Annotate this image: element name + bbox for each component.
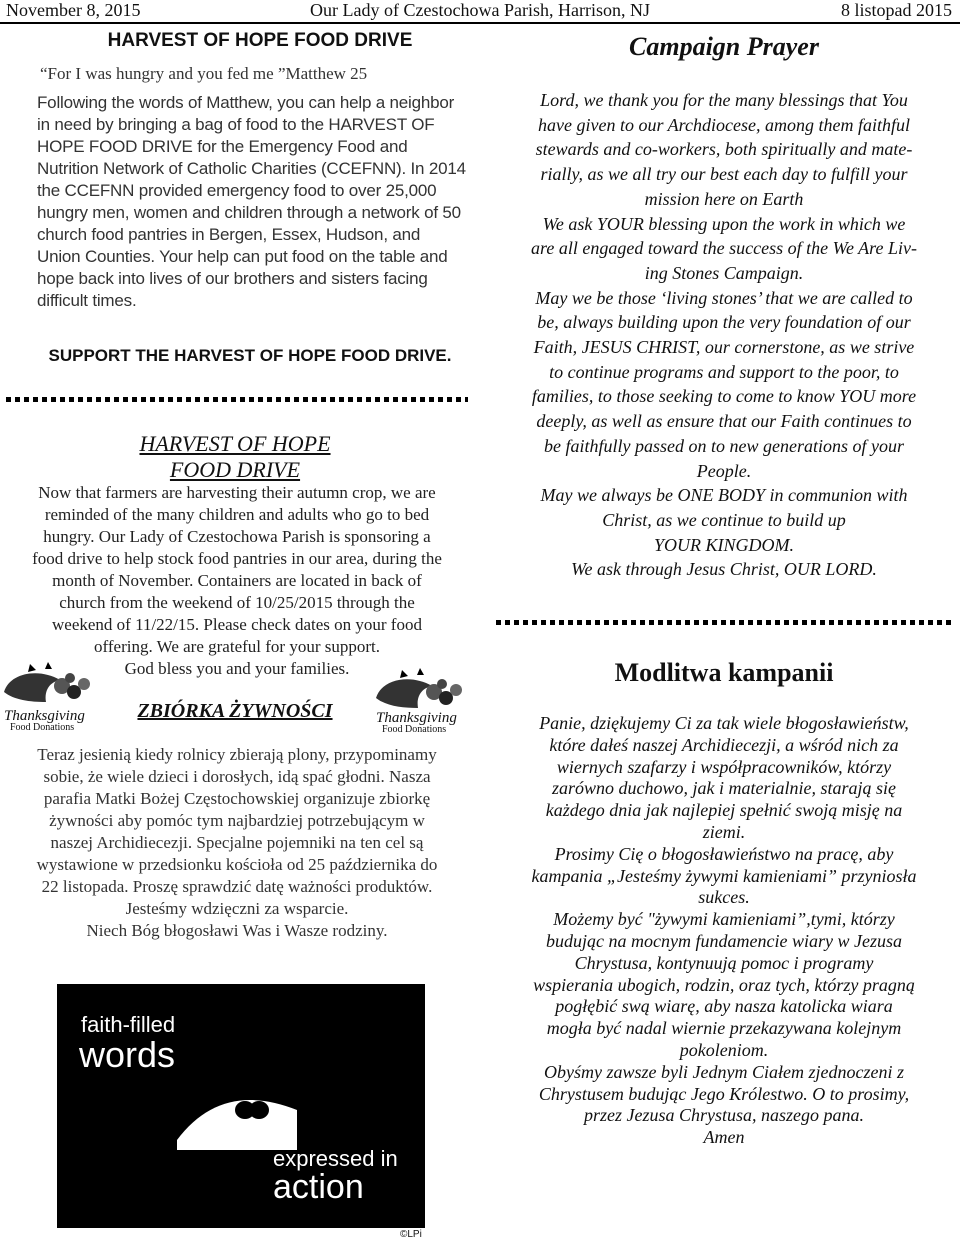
prayer-line: to continue programs and support to the poor, to <box>549 361 899 382</box>
prayer-line: które dałeś naszej Archidiecezji, a wśród nich za <box>549 734 899 755</box>
paragraph-line: sobie, że wiele dzieci i dorosłych, idą spać głodni. Nasza <box>43 767 431 786</box>
paragraph-line: Now that farmers are harvesting their autumn crop, we are <box>38 483 436 502</box>
prayer-line: We ask YOUR blessing upon the work in which we <box>542 213 906 234</box>
logo-wordmark: Thanksgiving <box>4 708 85 724</box>
hands-coins-icon <box>177 1080 297 1150</box>
prayer-line: Możemy być "żywymi kamieniami”,tymi, którzy <box>553 909 895 930</box>
page-header <box>0 0 960 24</box>
thanksgiving-logo <box>0 662 100 733</box>
prayer-line: budując na mocnym fundamencie wiary w Jezusa <box>546 930 902 951</box>
faith-line2: words <box>79 1034 176 1075</box>
polish-food-drive-paragraph <box>4 744 470 942</box>
paragraph-line: 22 listopada. Proszę sprawdzić datę ważności produktów. <box>41 877 433 896</box>
modlitwa-title: Modlitwa kampanii <box>614 658 834 687</box>
prayer-line: Chrystusem budując Jego Królestwo. O to prosimy, <box>538 1083 910 1104</box>
prayer-line: kampania „Jesteśmy żywymi kamieniami” przyniosła <box>531 865 917 886</box>
harvest-paragraph: Following the words of Matthew, you can help a neighbor in need by bringing a bag of food to the HARVEST OF HOPE FOOD DRIVE for the Emergency Food and Nutrition Network of Catholic Charities (CCEFNN). In 2014 the CCEFNN provided emergency food to over 25,000 hungry men, women and children through a network of 50 church food pantries in Bergen, Essex, Hudson, and Union Counties. Your help can put food on the table and hope back into lives of our brothers and sisters facing difficult times. <box>37 93 466 310</box>
harvest-heading-line2: FOOD DRIVE <box>169 457 301 482</box>
image-credit: ©LPi <box>400 1229 422 1240</box>
prayer-line: People. <box>696 460 752 481</box>
polish-prayer-text <box>496 713 952 1149</box>
prayer-line: are all engaged toward the success of the We Are Liv- <box>531 238 917 259</box>
header-date-pl: 8 listopad 2015 <box>841 0 952 20</box>
paragraph-line: wystawione w przedsionku kościoła od 25 października do <box>36 855 438 874</box>
faith-filled-words-image <box>57 984 425 1228</box>
prayer-line: Obyśmy zawsze byli Jednym Ciałem zjednoczeni z <box>544 1061 904 1082</box>
paragraph-line: hungry. Our Lady of Czestochowa Parish is sponsoring a <box>43 527 431 546</box>
header-date-en: November 8, 2015 <box>6 0 141 20</box>
logo-subtitle: Food Donations <box>382 724 447 735</box>
prayer-line: May we always be ONE BODY in communion with <box>540 485 908 506</box>
paragraph-line: God bless you and your families. <box>124 659 350 678</box>
campaign-prayer-title: Campaign Prayer <box>629 32 819 61</box>
prayer-line: wiernych szafarzy i współpracowników, którzy <box>556 756 892 777</box>
logo-subtitle: Food Donations <box>10 722 75 733</box>
food-drive-paragraph <box>4 482 470 680</box>
prayer-line: Prosimy Cię o błogosławieństwo na pracę, aby <box>554 843 894 864</box>
zbiorka-heading: ZBIÓRKA ŻYWNOŚCI <box>137 700 333 722</box>
paragraph-line: church from the weekend of 10/25/2015 through the <box>59 593 415 612</box>
dotted-divider <box>6 397 468 402</box>
prayer-line: ziemi. <box>702 821 746 842</box>
prayer-line: We ask through Jesus Christ, OUR LORD. <box>571 559 877 580</box>
prayer-line: każdego dnia jak najlepiej spełnić swoją misję na <box>545 800 903 821</box>
matthew-quote: “For I was hungry and you fed me ”Matthew 25 <box>40 64 368 83</box>
faith-line3: expressed in <box>273 1146 398 1171</box>
dotted-divider <box>496 620 952 625</box>
prayer-line: Chrystusa, kontynuują pomoc i programy <box>574 952 874 973</box>
paragraph-line: parafia Matki Bożej Częstochowskiej organizuje zbiorkę <box>43 789 431 808</box>
logo-wordmark: Thanksgiving <box>376 710 457 726</box>
paragraph-line: offering. We are grateful for your support. <box>94 637 380 656</box>
prayer-line: pokoleniom. <box>679 1039 769 1060</box>
paragraph-line: Niech Bóg błogosławi Was i Wasze rodziny. <box>86 921 388 940</box>
prayer-line: pogłębić swą wiarę, aby nasza katolicka wiara <box>555 996 893 1017</box>
paragraph-line: weekend of 11/22/15. Please check dates on your food <box>52 615 422 634</box>
paragraph-line: food drive to help stock food pantries in our area, during the <box>32 549 442 568</box>
prayer-line: deeply, as well as ensure that our Faith continues to <box>536 411 912 432</box>
prayer-line: Panie, dziękujemy Ci za tak wiele błogosławieństw, <box>539 713 909 733</box>
paragraph-line: żywności aby pomóc tym najbardziej potrzebującym w <box>49 811 425 830</box>
faith-line1: faith-filled <box>81 1012 176 1037</box>
prayer-line: be faithfully passed on to new generations of your <box>544 435 904 456</box>
prayer-line: Lord, we thank you for the many blessings that You <box>540 90 908 110</box>
prayer-line: mission here on Earth <box>644 188 804 209</box>
prayer-line: Amen <box>703 1127 745 1148</box>
paragraph-line: reminded of the many children and adults who go to bed <box>44 505 430 524</box>
prayer-line: wspierania ubogich, rodzin, oraz tych, którzy pragną <box>533 974 915 995</box>
prayer-line: Faith, JESUS CHRIST, our cornerstone, as we strive <box>533 337 915 358</box>
thanksgiving-logo <box>372 668 472 736</box>
prayer-line: families, to those seeking to come to know YOU more <box>531 386 917 407</box>
prayer-line: be, always building upon the very foundation of our <box>537 312 911 333</box>
paragraph-line: Teraz jesienią kiedy rolnicy zbierają plony, przypominamy <box>37 745 437 764</box>
prayer-line: YOUR KINGDOM. <box>653 534 794 555</box>
paragraph-line: Jesteśmy wdzięczni za wsparcie. <box>125 899 349 918</box>
prayer-line: have given to our Archdiocese, among them faithful <box>538 114 910 135</box>
prayer-line: ing Stones Campaign. <box>644 262 804 283</box>
campaign-prayer-text <box>496 88 952 582</box>
faith-line4: action <box>273 1168 364 1206</box>
prayer-line: May we be those ‘living stones’ that we are called to <box>535 287 913 308</box>
prayer-line: przez Jezusa Chrystusa, naszego pana. <box>583 1105 864 1126</box>
prayer-line: Christ, as we continue to build up <box>602 509 846 530</box>
prayer-line: sukces. <box>698 887 750 908</box>
paragraph-line: naszej Archidiecezji. Specjalne pojemniki na ten cel są <box>50 833 424 852</box>
harvest-heading-line1: HARVEST OF HOPE <box>139 431 331 456</box>
prayer-line: rially, as we all try our best each day to fulfill your <box>540 164 908 185</box>
header-parish: Our Lady of Czestochowa Parish, Harrison, NJ <box>310 0 650 20</box>
prayer-line: stewards and co-workers, both spiritually and mate- <box>535 139 913 160</box>
paragraph-line: month of November. Containers are located in back of <box>52 571 422 590</box>
harvest-title: HARVEST OF HOPE FOOD DRIVE <box>107 30 413 51</box>
prayer-line: mogła być nadal wiernie przekazywana kolejnym <box>546 1018 902 1039</box>
prayer-line: zarówno duchowo, jak i materialnie, starają się <box>552 778 896 799</box>
support-callout: SUPPORT THE HARVEST OF HOPE FOOD DRIVE. <box>48 346 452 365</box>
